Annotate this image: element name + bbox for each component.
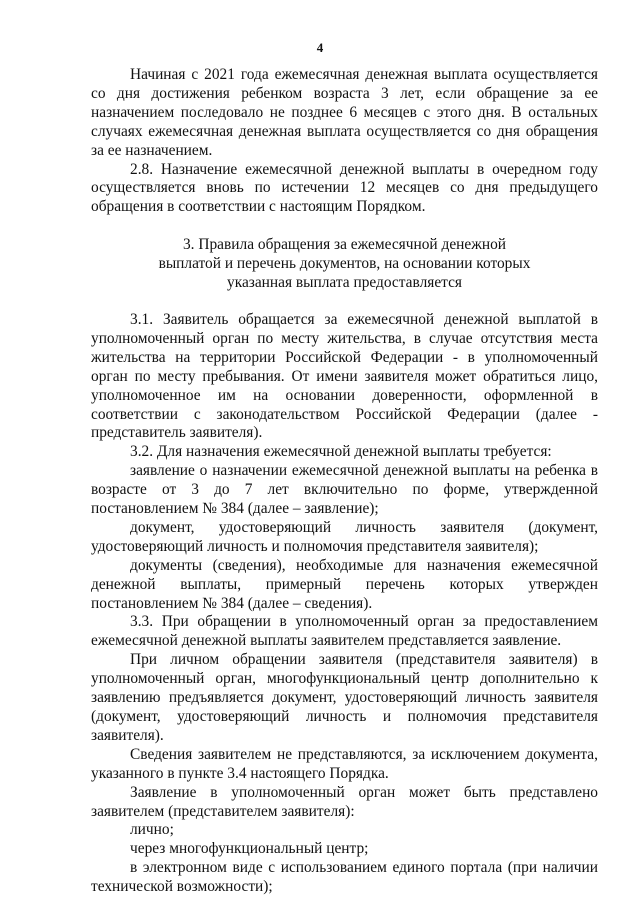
paragraph-3-1: 3.1. Заявитель обращается за ежемесячной денежной выплатой в уполномоченный орган по месту жительства, в случае отсутствия места жительства на территории Российской Федерации - в уполномоченный орган по месту пребывания. От имени заявителя может обратиться лицо, уполномоченное им на основании доверенности, оформленной в соответствии с законодательством Российской Федерации (далее - представитель заявителя). <box>91 310 598 442</box>
list-item-required-documents: документы (сведения), необходимые для назначения ежемесячной денежной выплаты, примерный перечень которых утвержден постановлением № 384 (далее – сведения). <box>91 556 598 612</box>
section-3-heading <box>91 236 598 293</box>
paragraph-submission-methods: Заявление в уполномоченный орган может быть представлено заявителем (представителем заявителя): <box>91 783 598 820</box>
paragraph-3-2: 3.2. Для назначения ежемесячной денежной выплаты требуется: <box>130 443 552 461</box>
submission-method-in-person: лично; <box>130 821 174 839</box>
section-heading-line-1: 3. Правила обращения за ежемесячной денежной <box>182 236 507 254</box>
paragraph-start-2021: Начиная с 2021 года ежемесячная денежная выплата осуществляется со дня достижения ребенком возраста 3 лет, если обращение за ее назначением последовало не позднее 6 месяцев с этого дня. В остальных случаях ежемесячная денежная выплата осуществляется со дня обращения за ее назначением. <box>91 66 598 159</box>
page-number: 4 <box>316 40 324 55</box>
document-body <box>91 66 598 897</box>
section-heading-line-3: указанная выплата предоставляется <box>227 274 462 292</box>
submission-method-electronic: в электронном виде с использованием единого портала (при наличии технической возможности); <box>91 859 598 896</box>
paragraph-personal-appeal: При личном обращении заявителя (представителя заявителя) в уполномоченный орган, многофункциональный центр дополнительно к заявлению предъявляется документ, удостоверяющий личность заявителя (документ, удостоверяющий личность и полномочия представителя заявителя). <box>91 651 598 744</box>
submission-method-mfc: через многофункциональный центр; <box>130 840 369 858</box>
section-heading-line-2: выплатой и перечень документов, на основании которых <box>158 255 531 273</box>
list-item-application: заявление о назначении ежемесячной денежной выплаты на ребенка в возрасте от 3 до 7 лет включительно по форме, утвержденной постановлением № 384 (далее – заявление); <box>91 462 598 518</box>
list-item-identity-document: документ, удостоверяющий личность заявителя (документ, удостоверяющий личность и полномочия представителя заявителя); <box>91 518 598 555</box>
paragraph-3-3: 3.3. При обращении в уполномоченный орган за предоставлением ежемесячной денежной выплаты заявителем представляется заявление. <box>91 613 598 650</box>
paragraph-2-8: 2.8. Назначение ежемесячной денежной выплаты в очередном году осуществляется вновь по истечении 12 месяцев со дня предыдущего обращения в соответствии с настоящим Порядком. <box>91 160 598 216</box>
paragraph-information-not-submitted: Сведения заявителем не представляются, за исключением документа, указанного в пункте 3.4 настоящего Порядка. <box>91 745 598 782</box>
